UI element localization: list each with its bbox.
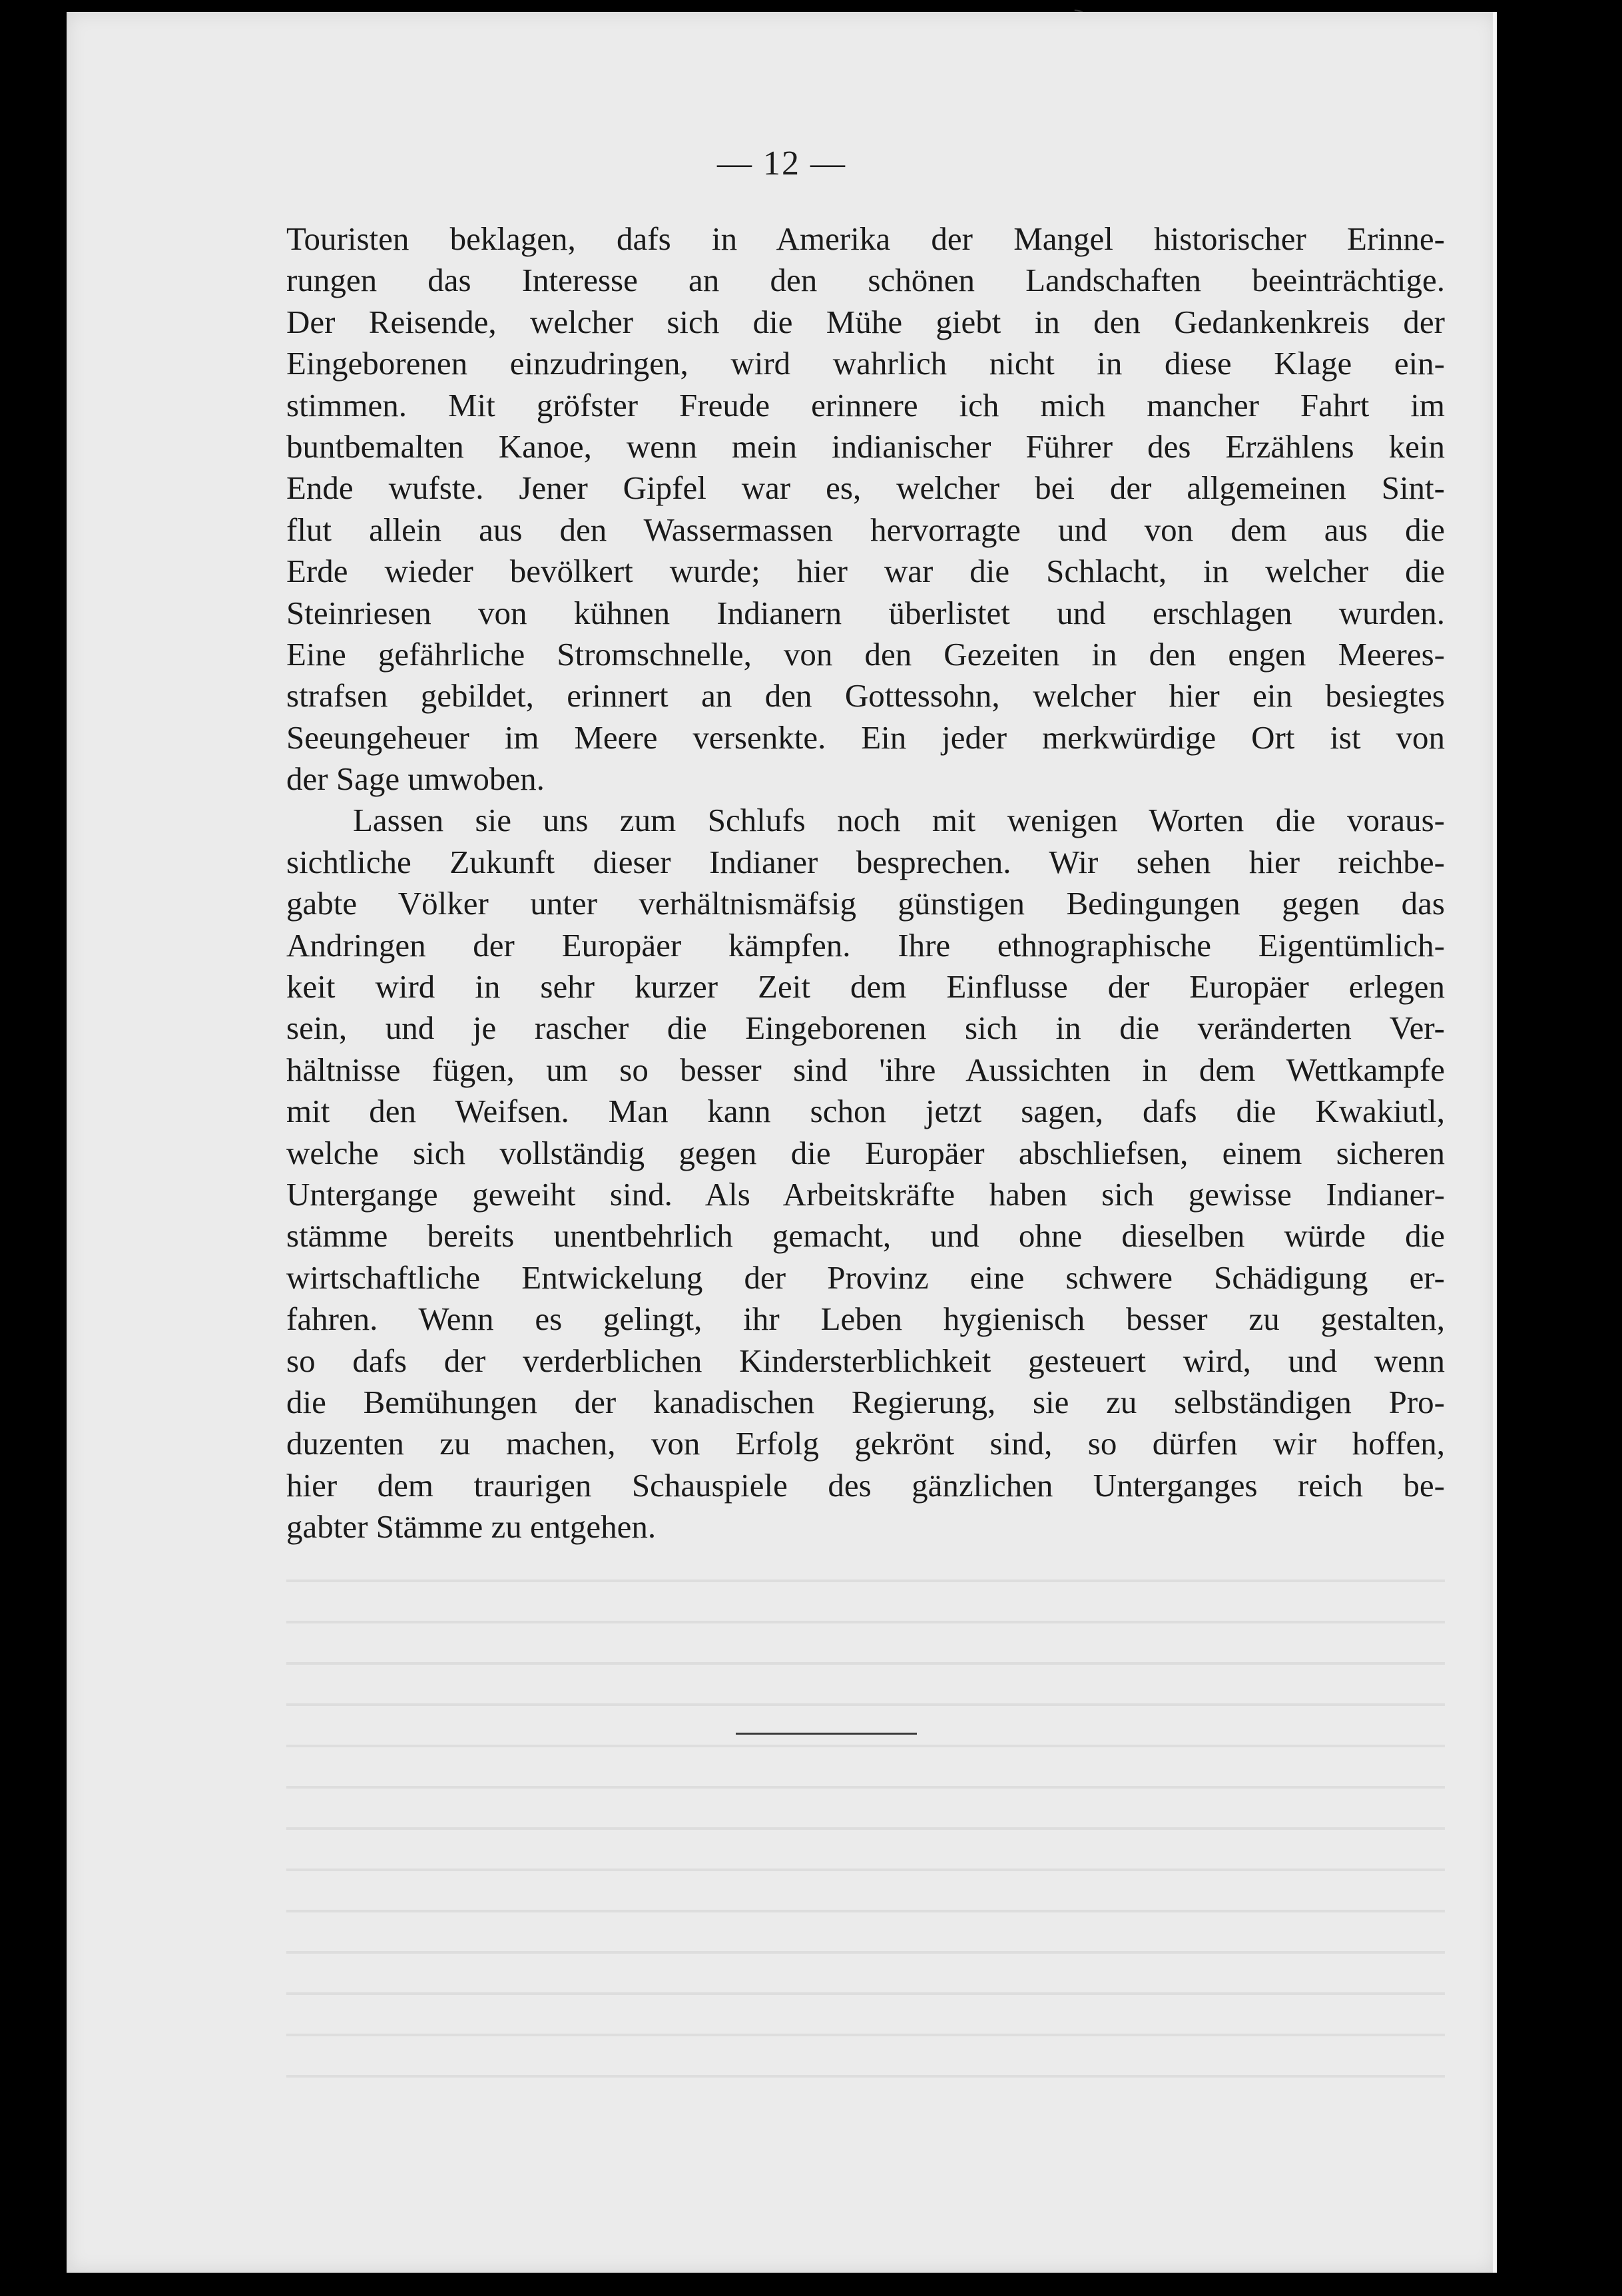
text-line: Erde wieder bevölkert wurde; hier war die Schlacht, in welcher die — [286, 553, 1445, 590]
text-line: strafsen gebildet, erinnert an den Gottessohn, welcher hier ein besiegtes — [286, 677, 1445, 715]
section-divider — [736, 1733, 917, 1735]
text-line: gabte Völker unter verhältnismäfsig günstigen Bedingungen gegen das — [286, 885, 1445, 922]
text-line: Eine gefährliche Stromschnelle, von den Gezeiten in den engen Meeres- — [286, 635, 1445, 673]
text-line: Lassen sie uns zum Schlufs noch mit wenigen Worten die voraus- — [353, 802, 1445, 839]
text-line: sein, und je rascher die Eingeborenen sich in die veränderten Ver- — [286, 1009, 1445, 1047]
show-through-text — [286, 1550, 1445, 2083]
text-line: welche sich vollständig gegen die Europäer abschliefsen, einem sicheren — [286, 1134, 1445, 1171]
text-line: gabter Stämme zu entgehen. — [286, 1508, 657, 1546]
text-line: hier dem traurigen Schauspiele des gänzlichen Unterganges reich be- — [286, 1466, 1445, 1504]
text-line: Der Reisende, welcher sich die Mühe giebt in den Gedankenkreis der — [286, 303, 1445, 340]
text-line: stämme bereits unentbehrlich gemacht, und ohne dieselben würde die — [286, 1217, 1445, 1255]
text-line: flut allein aus den Wassermassen hervorragte und von dem aus die — [286, 511, 1445, 548]
text-line: Touristen beklagen, dafs in Amerika der Mangel historischer Erinne- — [286, 220, 1445, 257]
page-number: — 12 — — [717, 144, 846, 182]
text-line: duzenten zu machen, von Erfolg gekrönt sind, so dürfen wir hoffen, — [286, 1425, 1445, 1462]
text-line: fahren. Wenn es gelingt, ihr Leben hygienisch besser zu gestalten, — [286, 1300, 1445, 1338]
page-edge — [1493, 12, 1497, 2273]
text-line: der Sage umwoben. — [286, 760, 545, 798]
text-line: wirtschaftliche Entwickelung der Provinz eine schwere Schädigung er- — [286, 1259, 1445, 1296]
text-line: rungen das Interesse an den schönen Landschaften beeinträchtige. — [286, 262, 1445, 299]
text-line: so dafs der verderblichen Kindersterblichkeit gesteuert wird, und wenn — [286, 1342, 1445, 1379]
text-line: Seeungeheuer im Meere versenkte. Ein jeder merkwürdige Ort ist von — [286, 718, 1445, 756]
text-line: keit wird in sehr kurzer Zeit dem Einflusse der Europäer erlegen — [286, 968, 1445, 1005]
text-line: Ende wufste. Jener Gipfel war es, welcher bei der allgemeinen Sint- — [286, 469, 1445, 507]
body-text — [286, 218, 1445, 1548]
text-line: buntbemalten Kanoe, wenn mein indianischer Führer des Erzählens kein — [286, 428, 1445, 465]
text-line: Steinriesen von kühnen Indianern überlistet und erschlagen wurden. — [286, 594, 1445, 631]
book-page — [67, 12, 1497, 2273]
text-line: hältnisse fügen, um so besser sind 'ihre Aussichten in dem Wettkampfe — [286, 1051, 1445, 1088]
text-line: stimmen. Mit gröfster Freude erinnere ich mich mancher Fahrt im — [286, 386, 1445, 424]
paragraph-1 — [286, 218, 1445, 800]
text-line: sichtliche Zukunft dieser Indianer besprechen. Wir sehen hier reichbe- — [286, 843, 1445, 880]
text-line: Eingeborenen einzudringen, wird wahrlich nicht in diese Klage ein- — [286, 345, 1445, 382]
text-line: mit den Weifsen. Man kann schon jetzt sagen, dafs die Kwakiutl, — [286, 1093, 1445, 1130]
paragraph-2 — [286, 800, 1445, 1548]
text-line: Andringen der Europäer kämpfen. Ihre ethnographische Eigentümlich- — [286, 926, 1445, 964]
text-line: Untergange geweiht sind. Als Arbeitskräfte haben sich gewisse Indianer- — [286, 1175, 1445, 1213]
text-line: die Bemühungen der kanadischen Regierung, sie zu selbständigen Pro- — [286, 1383, 1445, 1420]
